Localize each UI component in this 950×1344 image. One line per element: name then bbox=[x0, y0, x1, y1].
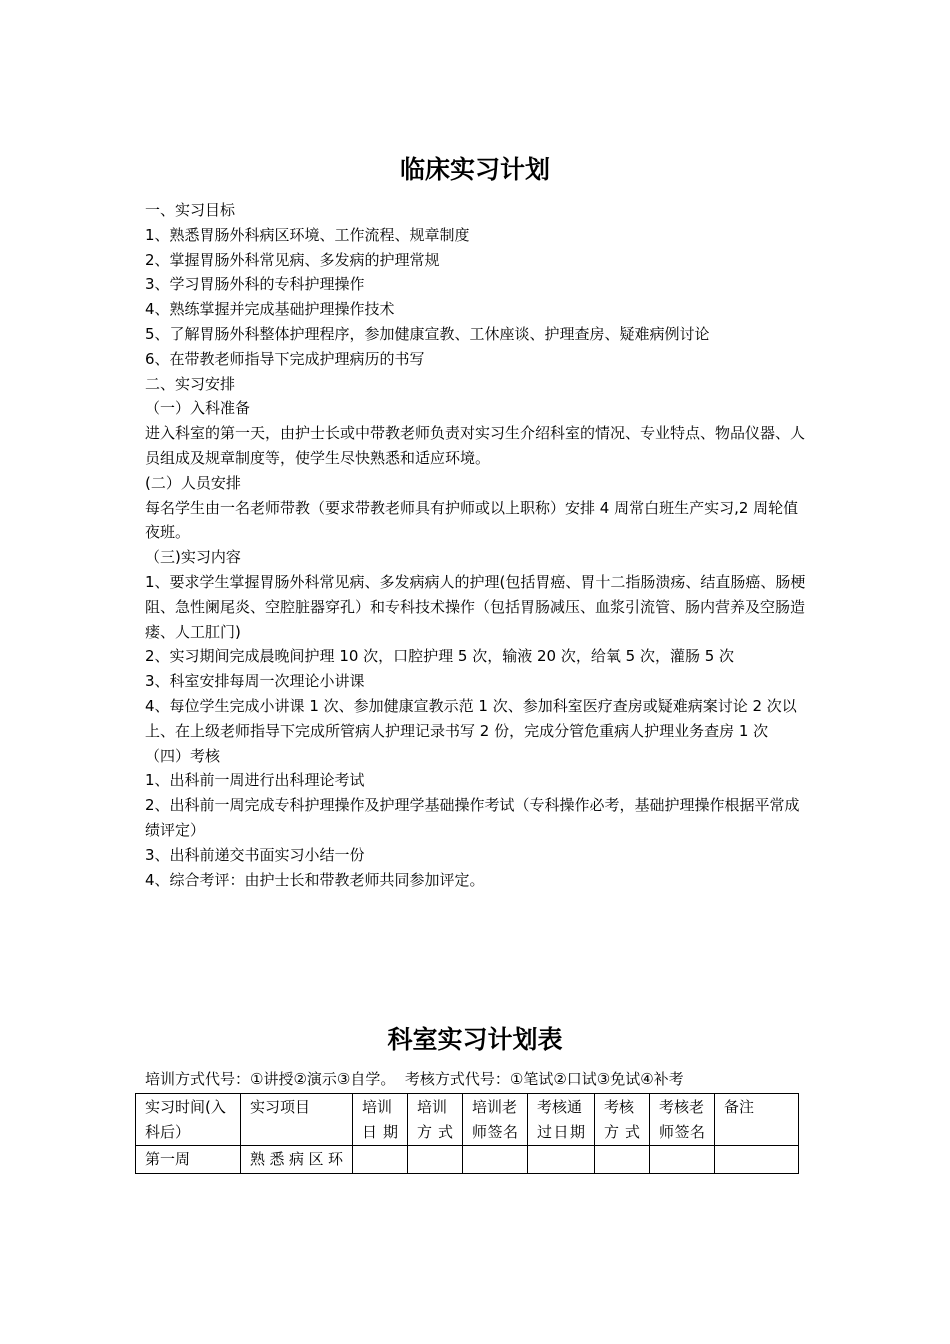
paragraph: 5、了解胃肠外科整体护理程序，参加健康宣教、工休座谈、护理查房、疑难病例讨论 bbox=[145, 324, 710, 343]
paragraph: 每名学生由一名老师带教（要求带教老师具有护师或以上职称）安排 4 周常白班生产实习,2 周轮值夜班。 bbox=[145, 498, 799, 542]
header-cell: 培训方式 bbox=[408, 1094, 463, 1146]
table-row bbox=[136, 1146, 799, 1174]
paragraph: 3、学习胃肠外科的专科护理操作 bbox=[145, 275, 365, 294]
table-cell bbox=[650, 1146, 715, 1174]
header-cell: 考核通过日期 bbox=[528, 1094, 595, 1146]
section-heading: 二、实习安排 bbox=[145, 374, 236, 393]
table-cell: 熟悉病区环 bbox=[241, 1146, 353, 1174]
paragraph: 3、出科前递交书面实习小结一份 bbox=[145, 845, 365, 864]
paragraph: 1、要求学生掌握胃肠外科常见病、多发病病人的护理(包括胃癌、胃十二指肠溃疡、结直肠癌、肠梗阻、急性阑尾炎、空腔脏器穿孔）和专科技术操作（包括胃肠减压、血浆引流管、肠内营养及空肠造瘘、人工肛门) bbox=[145, 572, 806, 641]
table-cell bbox=[353, 1146, 408, 1174]
table-header-row bbox=[136, 1094, 799, 1146]
paragraph: 3、科室安排每周一次理论小讲课 bbox=[145, 672, 365, 691]
subsection-heading: （一）入科准备 bbox=[145, 399, 251, 418]
paragraph: 2、出科前一周完成专科护理操作及护理学基础操作考试（专科操作必考，基础护理操作根据平常成绩评定） bbox=[145, 796, 800, 839]
header-cell: 培训日期 bbox=[353, 1094, 408, 1146]
paragraph: 4、每位学生完成小讲课 1 次、参加健康宣教示范 1 次、参加科室医疗查房或疑难病案讨论 2 次以上、在上级老师指导下完成所管病人护理记录书写 2 份，完成分管危重病人护理业务查房 1 次 bbox=[145, 696, 797, 740]
table-cell bbox=[528, 1146, 595, 1174]
table-cell bbox=[463, 1146, 528, 1174]
header-cell: 备注 bbox=[715, 1094, 799, 1146]
paragraph: 6、在带教老师指导下完成护理病历的书写 bbox=[145, 349, 425, 368]
paragraph: 进入科室的第一天，由护士长或中带教老师负责对实习生介绍科室的情况、专业特点、物品仪器、人员组成及规章制度等，使学生尽快熟悉和适应环境。 bbox=[145, 424, 806, 467]
document-body bbox=[145, 198, 810, 892]
paragraph: 2、掌握胃肠外科常见病、多发病的护理常规 bbox=[145, 250, 440, 269]
table-title: 科室实习计划表 bbox=[387, 1025, 563, 1054]
paragraph: 2、实习期间完成晨晚间护理 10 次，口腔护理 5 次，输液 20 次，给氧 5 次，灌肠 5 次 bbox=[145, 647, 735, 666]
paragraph: 1、出科前一周进行出科理论考试 bbox=[145, 771, 365, 790]
subsection-heading: (二）人员安排 bbox=[145, 473, 241, 492]
section-heading: 一、实习目标 bbox=[145, 201, 236, 219]
table-cell bbox=[595, 1146, 650, 1174]
header-cell: 考核老师签名 bbox=[650, 1094, 715, 1146]
exam-codes: 考核方式代号：①笔试②口试③免试④补考 bbox=[404, 1070, 684, 1088]
subsection-heading: （三)实习内容 bbox=[145, 548, 241, 567]
code-legend bbox=[145, 1068, 684, 1090]
table-cell bbox=[715, 1146, 799, 1174]
paragraph: 4、熟练掌握并完成基础护理操作技术 bbox=[145, 300, 395, 319]
internship-plan-table bbox=[135, 1093, 799, 1174]
table-cell: 第一周 bbox=[136, 1146, 241, 1174]
paragraph: 4、综合考评：由护士长和带教老师共同参加评定。 bbox=[145, 870, 485, 889]
header-cell: 培训老师签名 bbox=[463, 1094, 528, 1146]
paragraph: 1、熟悉胃肠外科病区环境、工作流程、规章制度 bbox=[145, 225, 470, 244]
header-cell: 实习时间(入科后） bbox=[136, 1094, 241, 1146]
training-codes: 培训方式代号：①讲授②演示③自学。 bbox=[145, 1070, 396, 1088]
subsection-heading: （四）考核 bbox=[145, 746, 221, 765]
header-cell: 考核方式 bbox=[595, 1094, 650, 1146]
header-cell: 实习项目 bbox=[241, 1094, 353, 1146]
table-cell bbox=[408, 1146, 463, 1174]
document-title: 临床实习计划 bbox=[399, 155, 550, 184]
